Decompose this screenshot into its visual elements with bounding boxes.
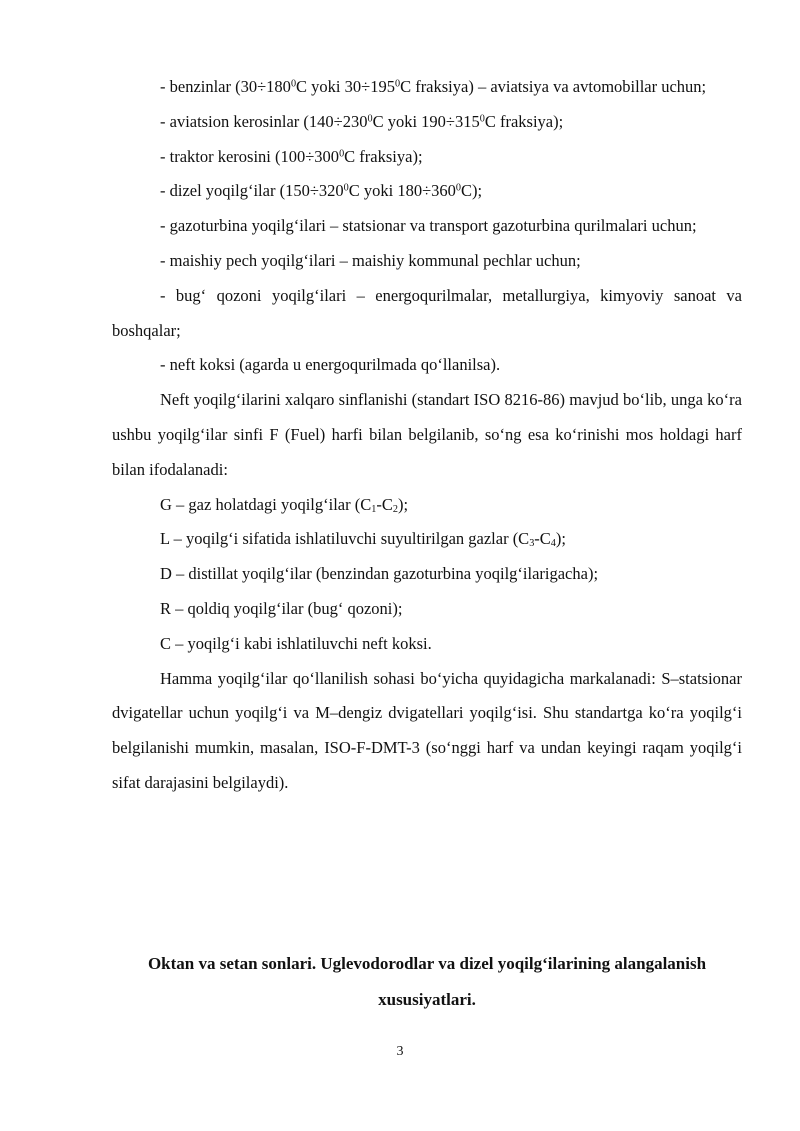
paragraph-neft-koksi: - neft koksi (agarda u energoqurilmada qo‘llanilsa). bbox=[160, 355, 501, 375]
paragraph-class-l: L – yoqilg‘i sifatida ishlatiluvchi suyultirilgan gazlar $(C_3-C_4)$; bbox=[160, 529, 566, 550]
page-number: 3 bbox=[396, 1044, 404, 1059]
paragraph-class-c: C – yoqilg‘i kabi ishlatiluvchi neft koksi. bbox=[160, 633, 432, 653]
paragraph-dizel-yoqilgilar: - dizel yoqilg‘ilar ($150\div 320^0C$ yoki $180\div 360^0C$); bbox=[160, 181, 483, 201]
section-heading: Oktan va setan sonlari. Uglevodorodlar va dizel yoqilg‘ilarining alangalanish xususiyatlari. bbox=[147, 954, 707, 1009]
paragraph-gazoturbina: - gazoturbina yoqilg‘ilari – statsionar va transport gazoturbina qurilmalari uchun; bbox=[160, 216, 697, 236]
document-body bbox=[112, 70, 742, 801]
paragraph-bug-qozoni: - bug‘ qozoni yoqilg‘ilari – energoqurilmalar, metallurgiya, kimyoviy sanoat va boshqalar; bbox=[112, 285, 742, 340]
paragraph-benzinlar: - benzinlar ($30\div 180^0C$ yoki $30\div 195^0C$ fraksiya) – aviatsiya va avtomobillar uchun; bbox=[160, 77, 707, 96]
paragraph-marking: Hamma yoqilg‘ilar qo‘llanilish sohasi bo‘yicha quyidagicha markalanadi: S–statsionar dvigatellar uchun yoqilg‘i va M–dengiz dvigatellari yoqilg‘isi. Shu standartga ko‘ra yoqilg‘i belgilanishi mumkin, masalan, ISO-F-DMT-3 (so‘nggi harf va undan keyingi raqam yoqilg‘i sifat darajasini belgilaydi). bbox=[112, 668, 742, 792]
paragraph-iso-classification: Neft yoqilg‘ilarini xalqaro sinflanishi (standart ISO 8216-86) mavjud bo‘lib, unga ko‘ra ushbu yoqilg‘ilar sinfi F (Fuel) harfi bilan belgilanib, so‘ng esa ko‘rinishi mos holdagi harf bilan ifodalanadi: bbox=[112, 390, 742, 479]
paragraph-aviatsion-kerosinlar: - aviatsion kerosinlar ($140\div 230^0C$ yoki $190\div 315^0C$ fraksiya); bbox=[160, 111, 564, 131]
paragraph-traktor-kerosini: - traktor kerosini ($100\div 300^0C$ fraksiya); bbox=[160, 146, 423, 166]
paragraph-class-d: D – distillat yoqilg‘ilar (benzindan gazoturbina yoqilg‘ilarigacha); bbox=[160, 564, 599, 584]
paragraph-maishiy-pech: - maishiy pech yoqilg‘ilari – maishiy kommunal pechlar uchun; bbox=[160, 250, 581, 270]
paragraph-class-r: R – qoldiq yoqilg‘ilar (bug‘ qozoni); bbox=[160, 598, 403, 618]
paragraph-class-g: G – gaz holatdagi yoqilg‘ilar $(C_1-C_2)$; bbox=[160, 494, 409, 515]
